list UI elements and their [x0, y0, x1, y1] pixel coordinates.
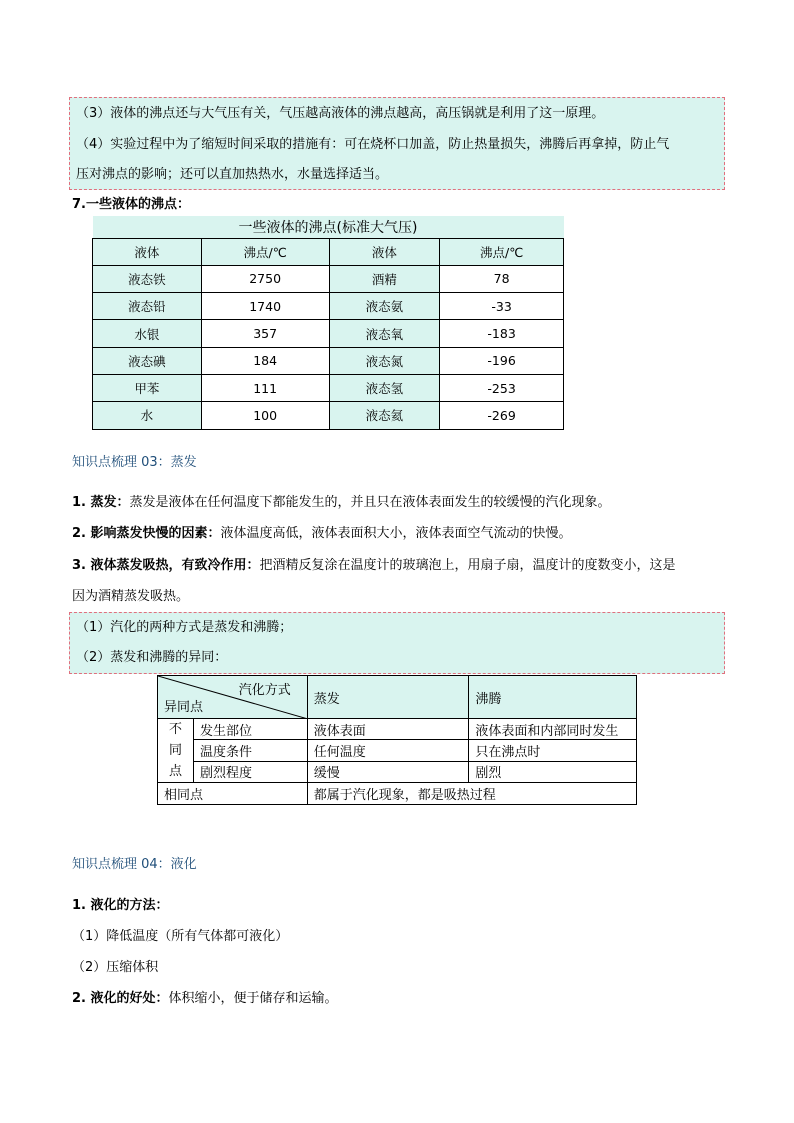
same-label: 相同点: [158, 783, 308, 805]
table-cell: -33: [440, 293, 564, 320]
liquefaction-p2: [72, 989, 338, 1009]
table-cell: 缓慢: [307, 761, 469, 782]
table-cell: 78: [440, 265, 564, 292]
corner-top-label: 汽化方式: [238, 683, 291, 698]
table-row: [93, 320, 564, 347]
note-box-2: [69, 612, 725, 674]
table-cell: 液态碘: [93, 347, 202, 374]
corner-bottom-label: 异同点: [164, 700, 204, 715]
evaporation-p1-label: 1. 蒸发：: [72, 495, 130, 510]
note-box-1: [69, 97, 725, 190]
header-cell: 沸点/℃: [440, 238, 564, 265]
header-cell: 液体: [93, 238, 202, 265]
note1-line2: （4）实验过程中为了缩短时间采取的措施有：可在烧杯口加盖，防止热量损失，沸腾后再拿掉，防止气: [76, 137, 670, 152]
table-row: [93, 402, 564, 429]
diff-char: 不: [168, 722, 182, 737]
liquefaction-p1-label: 1. 液化的方法：: [72, 898, 169, 913]
table-cell: 357: [201, 320, 329, 347]
table-cell: 剧烈: [469, 761, 637, 782]
table-cell: 液态氢: [329, 374, 440, 401]
table-cell: 液态氧: [329, 320, 440, 347]
table-cell: 液体表面和内部同时发生: [469, 719, 637, 740]
evaporation-p3-label: 3. 液体蒸发吸热，有致冷作用：: [72, 558, 260, 573]
table-row: [93, 347, 564, 374]
table-cell: -183: [440, 320, 564, 347]
evaporation-p2: [72, 524, 572, 544]
evaporation-p3-cont: 因为酒精蒸发吸热。: [72, 589, 190, 604]
table-row: [158, 719, 637, 740]
table-cell: 液态氨: [329, 293, 440, 320]
table-cell: 酒精: [329, 265, 440, 292]
same-text: 都属于汽化现象，都是吸热过程: [307, 783, 636, 805]
liquefaction-p1: [72, 896, 169, 916]
table-cell: 111: [201, 374, 329, 401]
table-header-row: [93, 238, 564, 265]
header-boiling: 沸腾: [469, 676, 637, 719]
table-cell: 液态氦: [329, 402, 440, 429]
table-row: [93, 374, 564, 401]
table-row: [158, 740, 637, 761]
table-cell: 1740: [201, 293, 329, 320]
header-cell: 液体: [329, 238, 440, 265]
table-cell: 水银: [93, 320, 202, 347]
table-row: [158, 783, 637, 805]
section4-title: 知识点梳理 04：液化: [72, 857, 197, 872]
header-evaporation: 蒸发: [307, 676, 469, 719]
table-cell: 2750: [201, 265, 329, 292]
evaporation-p2-label: 2. 影响蒸发快慢的因素：: [72, 526, 221, 541]
table-caption: 一些液体的沸点(标准大气压): [93, 216, 564, 238]
table-cell: 184: [201, 347, 329, 374]
diff-label: [158, 719, 194, 783]
table-cell: 液态氮: [329, 347, 440, 374]
table-cell: -253: [440, 374, 564, 401]
header-cell: 沸点/℃: [201, 238, 329, 265]
table-cell: -269: [440, 402, 564, 429]
evaporation-p3: [72, 556, 676, 576]
table-cell: 任何温度: [307, 740, 469, 761]
liquefaction-m1: （1）降低温度（所有气体都可液化）: [72, 929, 289, 944]
table-row: [93, 265, 564, 292]
table-cell: 100: [201, 402, 329, 429]
table-cell: 液体表面: [307, 719, 469, 740]
table-cell: 发生部位: [193, 719, 307, 740]
table-cell: 液态铁: [93, 265, 202, 292]
boiling-point-table: [92, 216, 564, 430]
corner-cell: [158, 676, 308, 719]
liquefaction-p2-label: 2. 液化的好处：: [72, 991, 169, 1006]
table-row: [158, 761, 637, 782]
diff-char: 同: [168, 743, 182, 758]
table-cell: 水: [93, 402, 202, 429]
table-cell: 液态铅: [93, 293, 202, 320]
note1-line3: 压对沸点的影响；还可以直加热热水，水量选择适当。: [76, 167, 389, 182]
note1-line1: （3）液体的沸点还与大气压有关，气压越高液体的沸点越高，高压锅就是利用了这一原理。: [76, 106, 605, 121]
liquefaction-m2: （2）压缩体积: [72, 960, 159, 975]
table-row: [93, 293, 564, 320]
evaporation-p2-text: 液体温度高低，液体表面积大小，液体表面空气流动的快慢。: [220, 526, 572, 541]
evaporation-p1-text: 蒸发是液体在任何温度下都能发生的，并且只在液体表面发生的较缓慢的汽化现象。: [129, 495, 611, 510]
note2-line2: （2）蒸发和沸腾的异同：: [76, 650, 228, 665]
table-cell: 只在沸点时: [469, 740, 637, 761]
evaporation-p1: [72, 493, 611, 513]
table-cell: 剧烈程度: [193, 761, 307, 782]
note2-line1: （1）汽化的两种方式是蒸发和沸腾；: [76, 620, 293, 635]
table-cell: 温度条件: [193, 740, 307, 761]
diff-char: 点: [168, 764, 182, 779]
evaporation-boiling-table: [157, 675, 637, 805]
evaporation-p3-text: 把酒精反复涂在温度计的玻璃泡上，用扇子扇，温度计的度数变小，这是: [259, 558, 676, 573]
liquefaction-p2-text: 体积缩小，便于储存和运输。: [168, 991, 338, 1006]
table-cell: 甲苯: [93, 374, 202, 401]
section3-title: 知识点梳理 03：蒸发: [72, 455, 197, 470]
section7-title: 7.一些液体的沸点：: [72, 197, 190, 212]
table-cell: -196: [440, 347, 564, 374]
